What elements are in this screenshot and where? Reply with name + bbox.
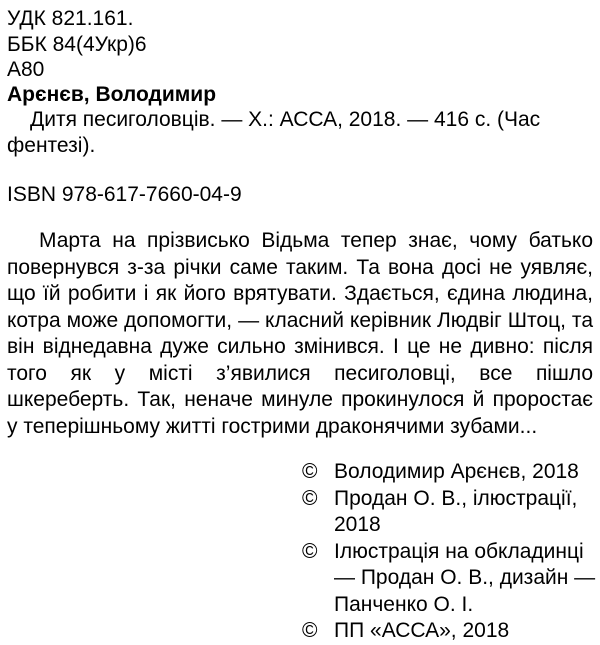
bibliographic-description-line-2: фентезі). bbox=[7, 134, 96, 157]
copyright-icon: © bbox=[302, 486, 318, 510]
copyright-text: Продан О. В., ілюстрації, 2018 bbox=[334, 486, 578, 536]
copyright-item-cover bbox=[302, 539, 598, 619]
copyright-icon: © bbox=[302, 619, 318, 642]
copyright-text: Володимир Арєнєв, 2018 bbox=[334, 460, 579, 483]
copyright-item-author bbox=[302, 459, 598, 486]
annotation-text: Марта на прізвисько Відьма тепер знає, чому батько повернувся з-за річки саме таким. Та вона досі не уявляє, що їй робити і як його врятувати. Здається, єдина людина, котра може допомогти, — класний керівник Людвіг Штоц, та він віднедавна дуже сильно змінився. І це не дивно: після того як у місті з’явилися песиголовці, все пішло шкереберть. Так, неначе минуле прокинулося й проростає у теперішньому житті гострими драконячими зубами... bbox=[7, 229, 593, 438]
copyright-text: ПП «АССА», 2018 bbox=[334, 619, 510, 642]
isbn: ISBN 978-617-7660-04-9 bbox=[7, 183, 242, 206]
copyright-block bbox=[302, 459, 598, 645]
copyright-item-illustrations bbox=[302, 486, 598, 539]
bibliographic-description-line-1: Дитя песиголовців. — Х.: АССА, 2018. — 416 с. (Час bbox=[30, 108, 541, 131]
author-heading: Арєнєв, Володимир bbox=[7, 83, 217, 106]
bbk-code: ББК 84(4Укр)6 bbox=[7, 33, 147, 56]
udk-code: УДК 821.161. bbox=[7, 7, 134, 30]
copyright-text: Ілюстрація на обкладинці — Продан О. В., дизайн — Панченко О. І. bbox=[334, 539, 596, 616]
author-sign: А80 bbox=[7, 58, 45, 81]
annotation bbox=[7, 228, 593, 440]
copyright-icon: © bbox=[302, 539, 318, 563]
copyright-item-publisher bbox=[302, 618, 598, 645]
copyright-icon: © bbox=[302, 460, 318, 483]
